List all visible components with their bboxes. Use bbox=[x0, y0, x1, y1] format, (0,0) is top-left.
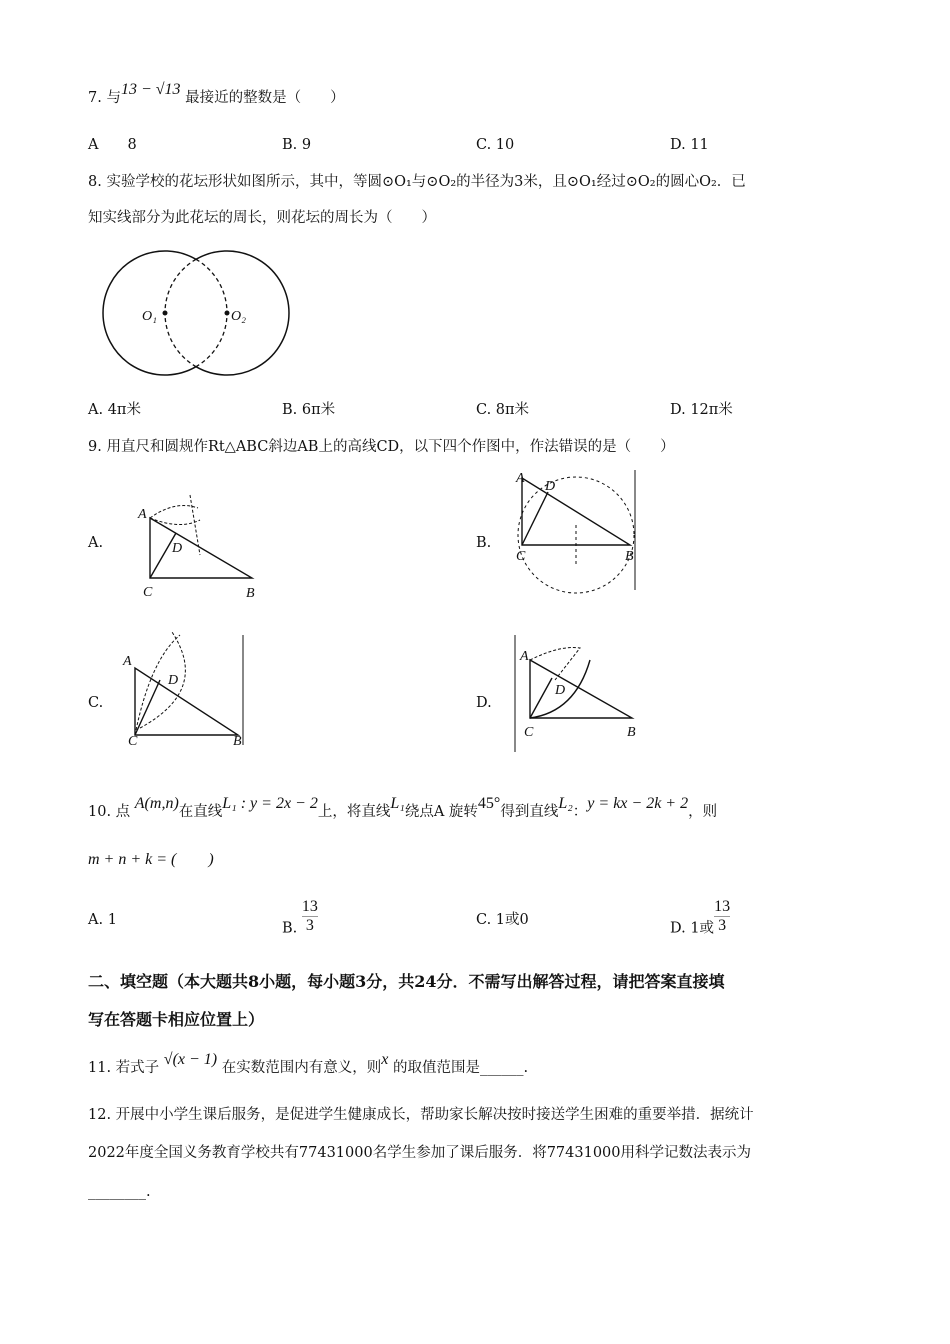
q11-variable: x bbox=[381, 1051, 389, 1068]
q10-text: ： bbox=[572, 804, 588, 820]
q10-angle: 45° bbox=[477, 795, 501, 812]
q8-option-b: B. 6π米 bbox=[282, 402, 336, 418]
q7-expression: 13 − √13 bbox=[120, 81, 181, 98]
q7-option-d: D. 11 bbox=[670, 137, 709, 153]
fig-a-label-b: B bbox=[246, 586, 255, 601]
fig-b-label-d: D bbox=[545, 479, 556, 494]
question-11 bbox=[88, 1051, 529, 1078]
fig-b-label-b: B bbox=[625, 549, 634, 564]
numerator: 13 bbox=[301, 898, 318, 915]
fig-d-label-b: B bbox=[627, 725, 636, 740]
figure-b bbox=[518, 470, 635, 593]
fig-c-label-c: C bbox=[128, 734, 138, 749]
q7-number: 7. 与 bbox=[88, 90, 121, 106]
question-10 bbox=[88, 795, 718, 822]
denominator: 3 bbox=[718, 917, 727, 934]
q10-text: 得到直线 bbox=[500, 804, 559, 820]
q8-text-line2: 知实线部分为此花坛的周长，则花坛的周长为（ ） bbox=[88, 210, 436, 226]
q8-option-c: C. 8π米 bbox=[476, 402, 530, 418]
q12-text-line2: 2022年度全国义务教育学校共有77431000名学生参加了课后服务．将77431000用科学记数法表示为 bbox=[88, 1145, 752, 1161]
q10-option-c: C. 1或0 bbox=[476, 912, 529, 928]
fig-b-label-a: A bbox=[516, 471, 525, 486]
q7-option-b: B. 9 bbox=[282, 137, 312, 153]
q8-option-d: D. 12π米 bbox=[670, 402, 733, 418]
q9-option-c: C. bbox=[88, 695, 104, 711]
label-o2: O₂ bbox=[231, 309, 246, 324]
q10-option-a: A. 1 bbox=[88, 912, 117, 928]
fraction bbox=[714, 898, 730, 935]
q10-line-l1: L₁ : y = 2x − 2 bbox=[222, 795, 318, 812]
section-heading-line2: 写在答题卡相应位置上） bbox=[88, 1010, 265, 1029]
option-label: B. bbox=[282, 920, 298, 937]
fig-d-label-c: C bbox=[524, 725, 534, 740]
figure-c bbox=[135, 632, 243, 745]
q9-text: 9. 用直尺和圆规作Rt△ABC斜边AB上的高线CD，以下四个作图中，作法错误的是（ ） bbox=[88, 439, 675, 455]
q10-text: ，则 bbox=[688, 804, 718, 820]
q8-text-line1: 8. 实验学校的花坛形状如图所示，其中，等圆⊙O₁与⊙O₂的半径为3米，且⊙O₁经过⊙O₂的圆心O₂．已 bbox=[88, 174, 746, 190]
fig-a-label-a: A bbox=[138, 507, 147, 522]
q12-answer-blank: ________. bbox=[88, 1184, 151, 1200]
q10-line-l2: y = kx − 2k + 2 bbox=[587, 795, 689, 812]
figure-a bbox=[150, 495, 252, 578]
label-o1: O₁ bbox=[142, 309, 157, 324]
q9-option-d: D. bbox=[476, 695, 492, 711]
q12-text-line1: 12. 开展中小学生课后服务，是促进学生健康成长，帮助家长解决按时接送学生困难的重要举措．据统计 bbox=[88, 1107, 754, 1123]
q7-option-c: C. 10 bbox=[476, 137, 515, 153]
q10-l2: L₂ bbox=[558, 795, 573, 812]
fraction bbox=[302, 898, 318, 935]
q10-text: 在直线 bbox=[178, 804, 223, 820]
fig-c-label-b: B bbox=[233, 734, 242, 749]
fig-d-label-d: D bbox=[555, 683, 566, 698]
q10-point: A(m,n) bbox=[134, 795, 179, 812]
fig-c-label-a: A bbox=[123, 654, 132, 669]
q10-text: 绕点A 旋转 bbox=[404, 804, 478, 820]
q8-option-a: A. 4π米 bbox=[88, 402, 141, 418]
fig-a-label-c: C bbox=[143, 585, 153, 600]
fig-c-label-d: D bbox=[168, 673, 179, 688]
q11-text: 在实数范围内有意义，则 bbox=[221, 1060, 382, 1076]
q10-option-d bbox=[670, 898, 731, 947]
denominator: 3 bbox=[305, 917, 314, 934]
q10-option-b bbox=[282, 898, 318, 947]
q11-number: 11. 若式子 bbox=[88, 1060, 160, 1076]
q7-text: 最接近的整数是（ ） bbox=[185, 90, 345, 106]
fig-d-label-a: A bbox=[520, 649, 529, 664]
q7-option-a: A 8 bbox=[88, 137, 137, 153]
q10-text: 上，将直线 bbox=[317, 804, 391, 820]
q9-option-a: A. bbox=[88, 535, 104, 551]
q9-option-b: B. bbox=[476, 535, 492, 551]
q11-expression: √(x − 1) bbox=[163, 1051, 218, 1068]
q10-expression: m + n + k = ( ) bbox=[88, 851, 214, 868]
option-label: D. 1或 bbox=[670, 920, 715, 937]
numerator: 13 bbox=[714, 898, 731, 915]
q11-text: 的取值范围是______. bbox=[392, 1060, 529, 1076]
q10-number: 10. 点 bbox=[88, 804, 131, 820]
fig-b-label-c: C bbox=[516, 549, 526, 564]
section-heading-line1: 二、填空题（本大题共8小题，每小题3分，共24分．不需写出解答过程，请把答案直接填 bbox=[88, 972, 725, 991]
q10-l1: L₁ bbox=[390, 795, 405, 812]
fig-a-label-d: D bbox=[172, 541, 183, 556]
